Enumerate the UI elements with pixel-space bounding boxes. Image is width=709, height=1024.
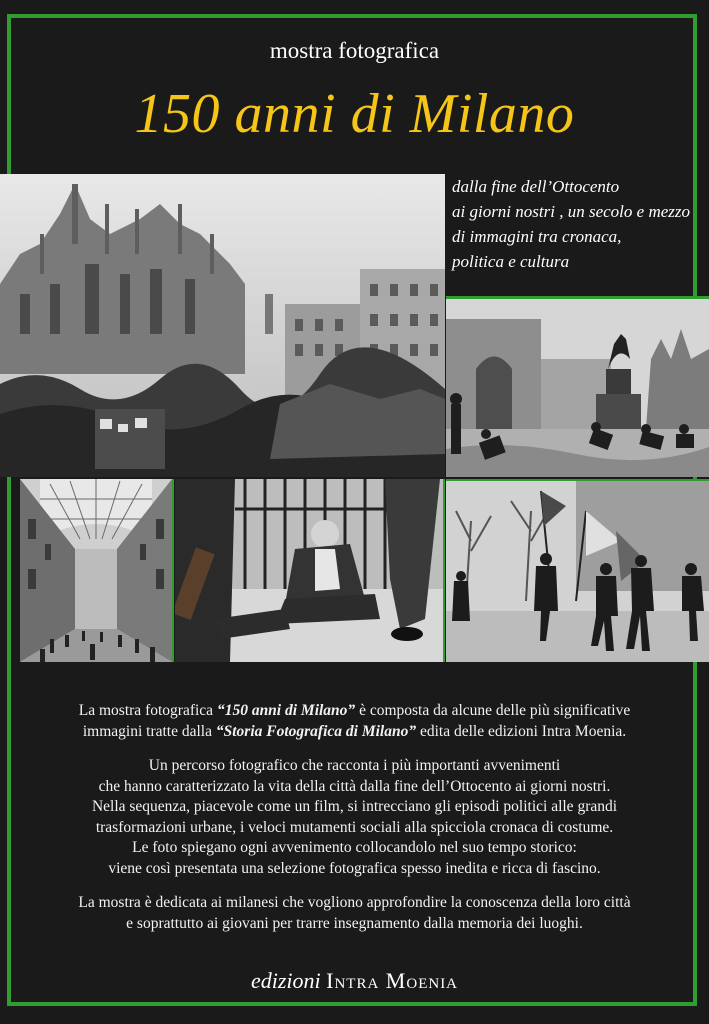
description-line — [30, 722, 679, 743]
description-line: trasformazioni urbane, i veloci mutamenti sociali alla spicciola cronaca di costume. — [95, 818, 614, 836]
subtitle — [452, 174, 708, 274]
publisher-name: Intra Moenia — [326, 968, 459, 993]
galleria-vittorio-emanuele-photo — [20, 479, 174, 662]
text-run: La mostra fotografica — [78, 702, 217, 719]
supertitle: mostra fotografica — [269, 38, 440, 63]
description-line: Le foto spiegano ogni avvenimento collocandolo nel suo tempo storico: — [132, 839, 577, 856]
subtitle-line: dalla fine dell’Ottocento — [452, 177, 620, 196]
text-run: è composta da alcune delle più significative — [355, 702, 631, 719]
description-line: Nella sequenza, piacevole come un film, si intrecciano gli episodi politici alle grandi — [91, 798, 618, 815]
description-line: La mostra è dedicata ai milanesi che vogliono approfondire la conoscenza della loro città — [78, 894, 631, 911]
description-line: che hanno caratterizzato la vita della città dalla fine dell’Ottocento ai giorni nostri. — [98, 777, 611, 795]
publisher-prefix: edizioni — [250, 968, 321, 993]
exhibition-title-ref: “150 anni di Milano” — [216, 702, 356, 719]
publisher-footer — [0, 968, 709, 994]
description-text — [30, 687, 679, 948]
piazza-duomo-monument-photo — [446, 296, 709, 477]
description-line — [30, 701, 679, 722]
subtitle-line: politica e cultura — [452, 252, 570, 271]
duomo-ruins-photo — [0, 174, 445, 477]
text-run: edita delle edizioni Intra Moenia. — [416, 722, 627, 740]
page-title: 150 anni di Milano — [134, 83, 575, 145]
text-run: immagini tratte dalla — [82, 722, 216, 740]
protest-flags-photo — [446, 479, 709, 662]
description-line: Un percorso fotografico che racconta i più importanti avvenimenti — [148, 757, 561, 774]
description-line: viene così presentata una selezione fotografica spesso inedita e ricca di fascino. — [108, 859, 601, 877]
book-title-ref: “Storia Fotografica di Milano” — [215, 722, 417, 740]
wounded-man-photo — [175, 479, 445, 662]
subtitle-line: di immagini tra cronaca, — [452, 227, 622, 246]
subtitle-line: ai giorni nostri , un secolo e mezzo — [452, 202, 690, 221]
description-line: e soprattutto ai giovani per trarre insegnamento dalla memoria dei luoghi. — [126, 914, 583, 932]
